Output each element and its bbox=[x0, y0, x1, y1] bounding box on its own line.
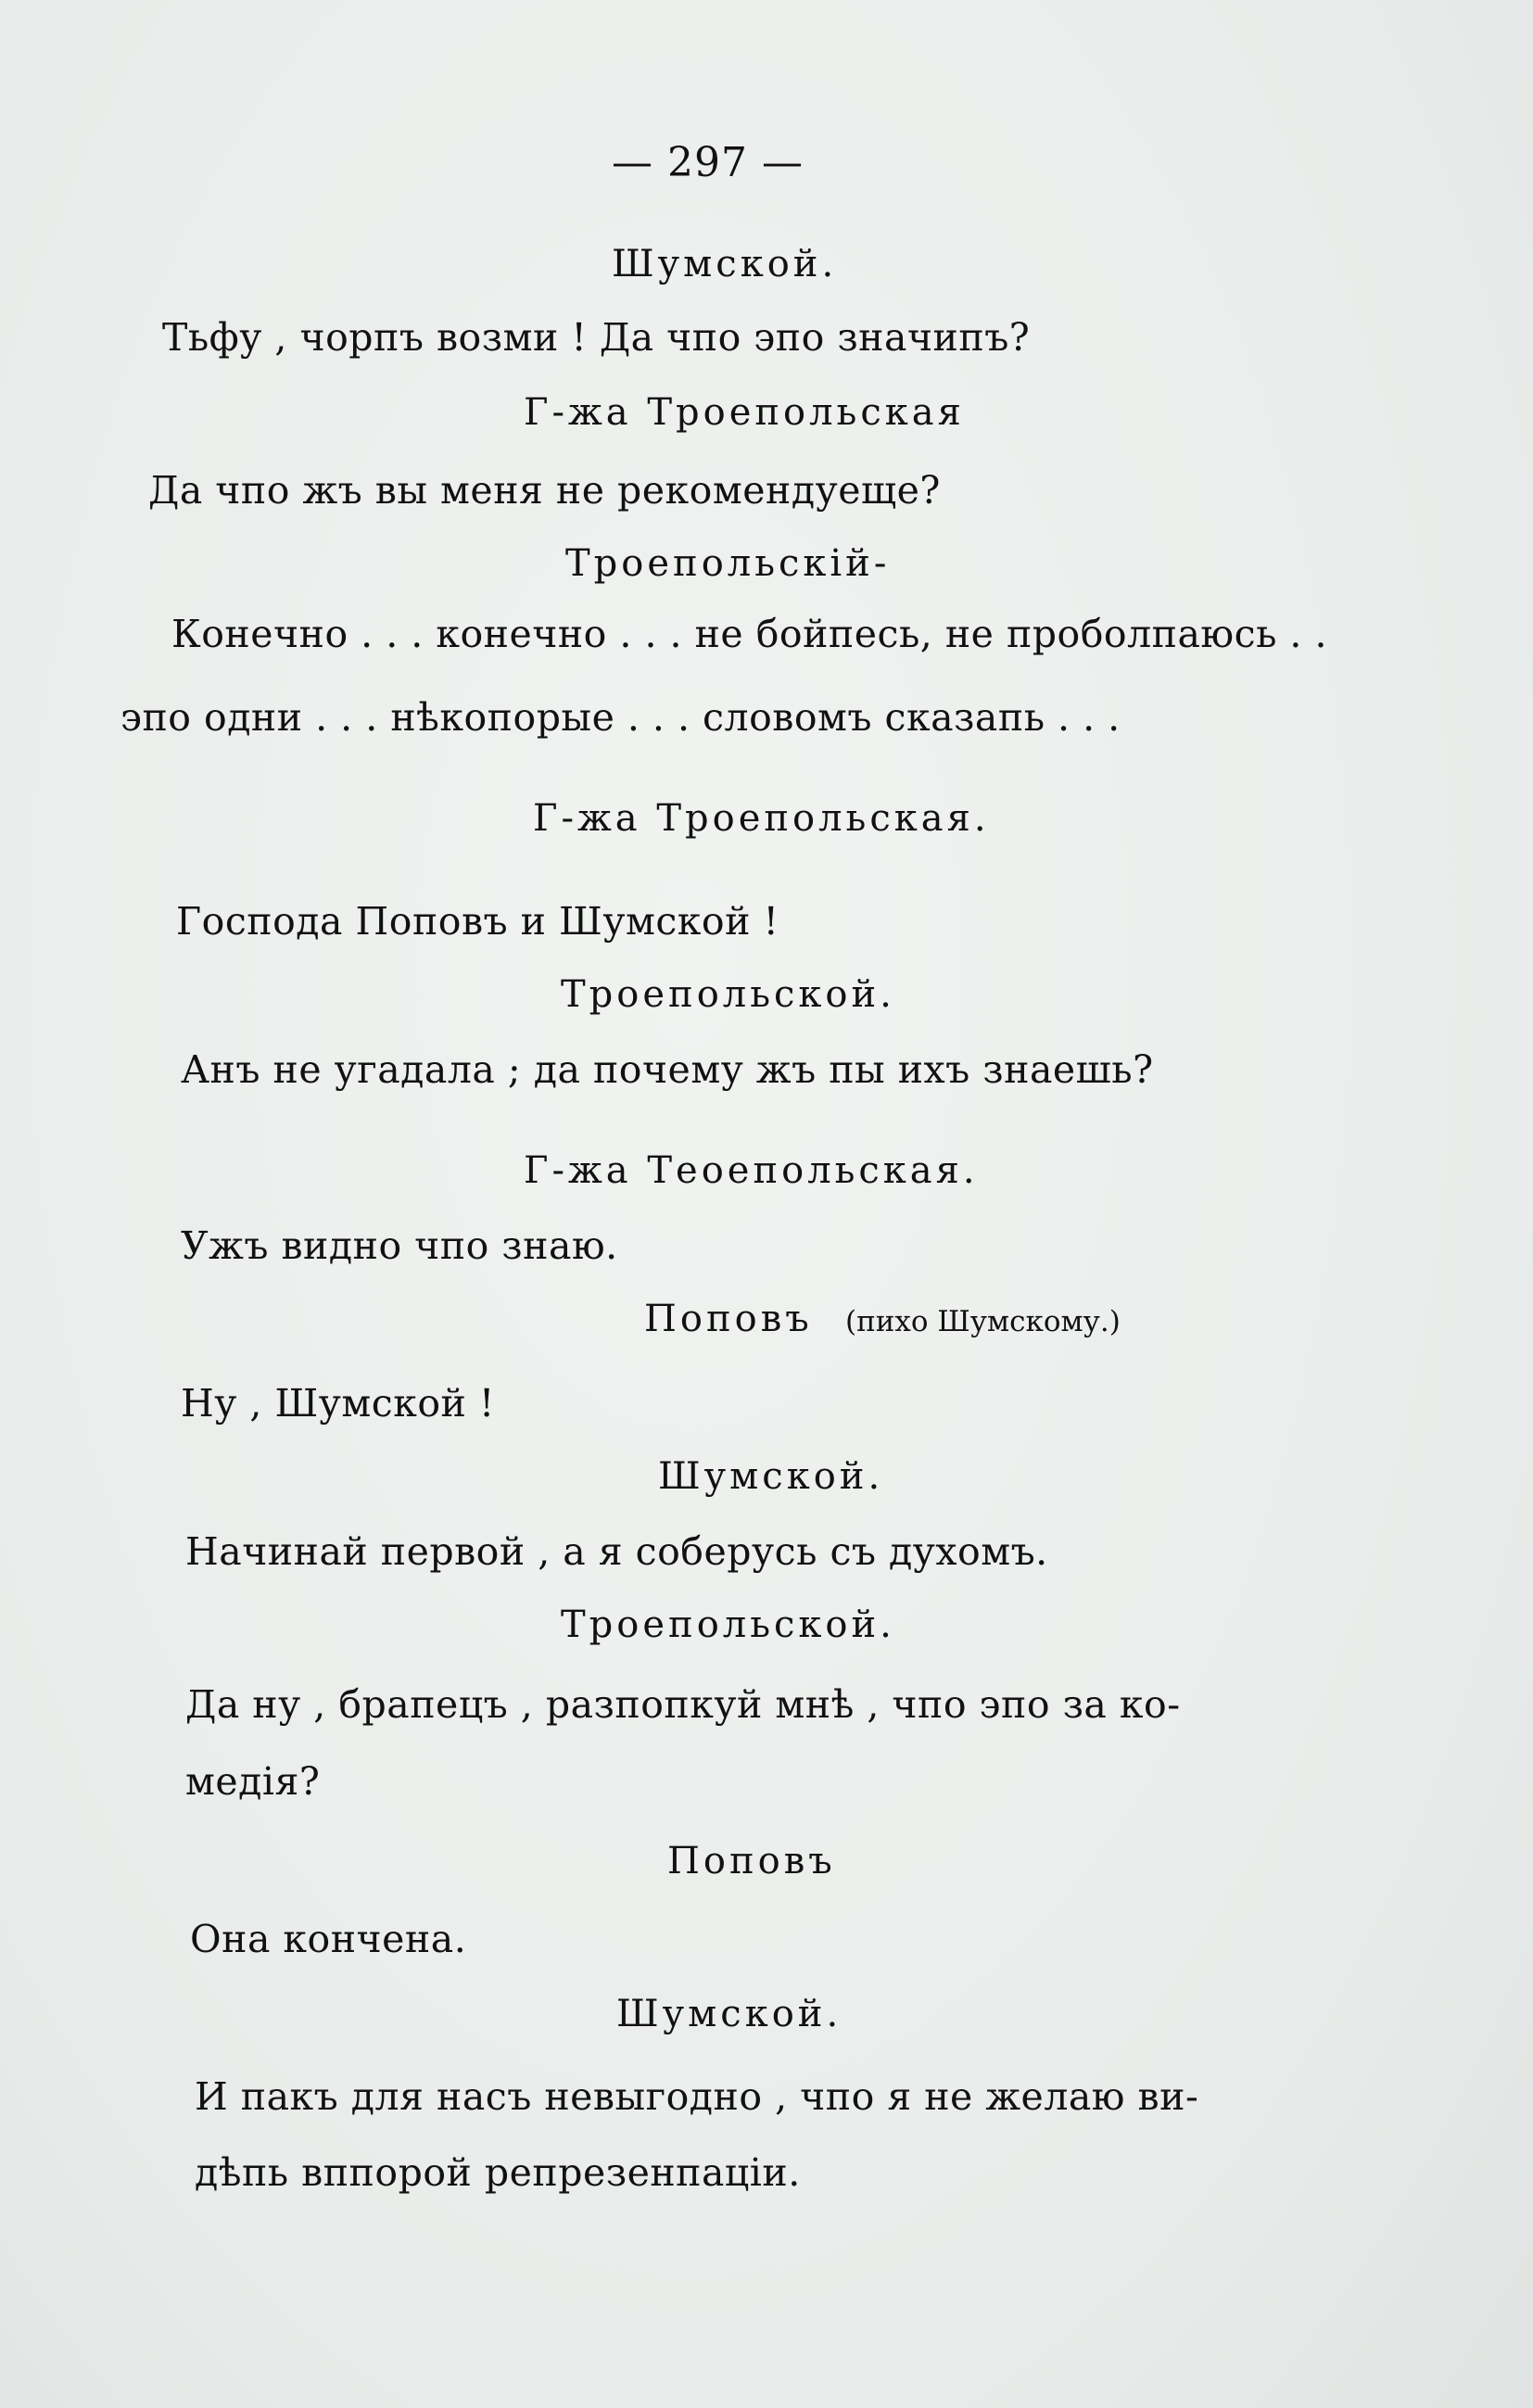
dialogue-line: И пакъ для насъ невыгодно , чпо я не желаю ви- bbox=[195, 2074, 1199, 2119]
speaker-name: Г-жа Троепольская. bbox=[533, 797, 990, 840]
page-number: — 297 — bbox=[612, 139, 804, 186]
speaker-name: Шумской. bbox=[612, 243, 838, 285]
speaker-name: Троепольскій- bbox=[565, 542, 891, 585]
dialogue-line: Господа Поповъ и Шумской ! bbox=[176, 899, 779, 944]
stage-direction: (пихо Шумскому.) bbox=[845, 1305, 1121, 1338]
dialogue-line: Она кончена. bbox=[190, 1917, 467, 1961]
dialogue-line: Ужъ видно чпо знаю. bbox=[181, 1223, 618, 1268]
speaker-name: Троепольской. bbox=[561, 1603, 895, 1646]
dialogue-line: эпо одни . . . нѣкопорые . . . словомъ сказапь . . . bbox=[120, 695, 1121, 740]
dialogue-line: Анъ не угадала ; да почему жъ пы ихъ знаешь? bbox=[181, 1047, 1154, 1092]
dialogue-line: Конечно . . . конечно . . . не бойпесь, не проболпаюсь . . bbox=[171, 612, 1328, 656]
speaker-name: Шумской. bbox=[616, 1993, 843, 2035]
dialogue-line: дѣпь вппорой репрезенпаціи. bbox=[195, 2150, 801, 2195]
dialogue-line: медія? bbox=[185, 1759, 321, 1804]
dialogue-line: Ну , Шумской ! bbox=[181, 1381, 495, 1426]
speaker-name: Троепольской. bbox=[561, 973, 895, 1016]
dialogue-line: Да ну , брапецъ , разпопкуй мнѣ , чпо эпо за ко- bbox=[185, 1682, 1181, 1727]
speaker-name: Г-жа Троепольская bbox=[524, 391, 965, 434]
speaker-name: Поповъ bbox=[644, 1298, 813, 1340]
speaker-name: Шумской. bbox=[658, 1455, 884, 1498]
dialogue-line: Да чпо жъ вы меня не рекомендуеще? bbox=[148, 468, 941, 513]
dialogue-line: Тьфу , чорпъ возми ! Да чпо эпо значипъ? bbox=[162, 315, 1031, 360]
dialogue-line: Начинай первой , а я соберусь съ духомъ. bbox=[185, 1529, 1048, 1574]
speaker-name: Поповъ bbox=[667, 1840, 836, 1882]
speaker-name: Г-жа Теоепольская. bbox=[524, 1149, 979, 1192]
